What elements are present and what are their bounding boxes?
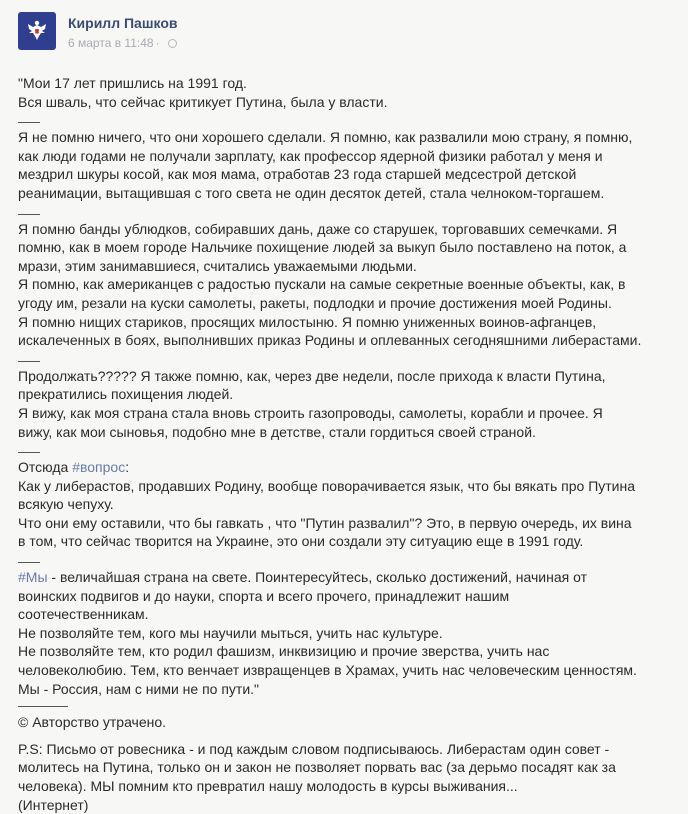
text-line: Как у либерастов, продавших Родину, вообще поворачивается язык, что бы вякать про Путина xyxy=(18,477,636,494)
text-line: Я помню, как американцев с радостью пускали на самые секретные военные объекты, как, в xyxy=(18,276,626,293)
text-line: вижу, как мои сыновья, подобно мне в детстве, стали гордиться своей страной. xyxy=(18,423,536,440)
paragraph-3 xyxy=(18,367,674,441)
author-name[interactable]: Кирилл Пашков xyxy=(68,15,178,31)
text-line: Что они ему оставили, что бы гавкать , что "Путин развалил"? Это, в первую очередь, их вина xyxy=(18,514,632,531)
text-line: прекратились похищения людей. xyxy=(18,386,234,403)
text-line: реанимации, вытащившая с того света не один десяток детей, стала челноком-торгашем. xyxy=(18,184,605,201)
divider xyxy=(18,361,40,362)
text-line: мрази, этим занимавшиеся, считались уважаемыми людьми. xyxy=(18,257,417,274)
text-line: Я вижу, как моя страна стала вновь строить газопроводы, самолеты, корабли и прочее. Я xyxy=(18,404,603,421)
text-line: © Авторство утрачено. xyxy=(18,714,167,731)
post-header xyxy=(18,12,674,60)
post-date-row xyxy=(68,35,177,51)
text-line: Не позволяйте тем, кто родил фашизм, инквизицию и прочие зверства, учить нас xyxy=(18,643,550,660)
paragraph-5 xyxy=(18,568,674,698)
divider xyxy=(18,562,40,563)
paragraph-1 xyxy=(18,128,674,202)
text-line: как люди годами не получали зарплату, как профессор ядерной физики работал у меня и xyxy=(18,147,603,164)
hashtag-link[interactable]: #вопрос xyxy=(72,459,126,476)
text-line: P.S: Письмо от ровесника - и под каждым словом подписываюсь. Либерастам один совет - xyxy=(18,740,610,757)
text-line: Я помню банды ублюдков, собиравших дань, даже со старушек, торговавших семечками. Я xyxy=(18,220,618,237)
text-line xyxy=(18,568,674,587)
text-line: мездрил шкуры косой, как моя мама, отработав 23 года старшей медсестрой детской xyxy=(18,166,577,183)
text-line: помню, как в моем городе Нальчике похищение людей за выкуп было поставлено на поток, а xyxy=(18,239,627,256)
text-line: Мы - Россия, нам с ними не по пути." xyxy=(18,680,260,697)
text-line: искалеченных в боях, выполнивших приказ Родины и оплеванных сегодняшними либерастами. xyxy=(18,332,642,349)
hashtag-link[interactable]: #Мы xyxy=(18,569,48,586)
text-fragment: : xyxy=(125,459,130,476)
text-line: Я не помню ничего, что они хорошего сделали. Я помню, как развалили мою страну, я помню, xyxy=(18,129,633,146)
text-line: Я помню нищих стариков, просящих милостыню. Я помню униженных воинов-афганцев, xyxy=(18,313,597,330)
text-line: соотечественникам. xyxy=(18,606,149,623)
text-fragment: - величайшая страна на свете. Поинтересуйтесь, сколько достижений, начиная от xyxy=(47,569,587,586)
paragraph-4 xyxy=(18,458,674,551)
copyright-line xyxy=(18,713,674,732)
text-line: воинских подвигов и до науки, спорта и всего прочего, принадлежит нашим xyxy=(18,587,510,604)
globe-icon xyxy=(168,39,177,48)
text-line xyxy=(18,458,674,477)
text-line: (Интернет) xyxy=(18,796,89,813)
spacer xyxy=(18,732,674,740)
text-line: угоду им, резали на куски самолеты, ракеты, подлодки и прочие достижения моей Родины. xyxy=(18,294,612,311)
ps-paragraph xyxy=(18,740,674,814)
divider xyxy=(18,452,40,453)
text-line: Продолжать????? Я также помню, как, через две недели, после прихода к власти Путина, xyxy=(18,367,606,384)
post-date[interactable]: 6 марта в 11:48 xyxy=(68,36,154,50)
text-fragment: Отсюда xyxy=(18,459,73,476)
divider xyxy=(18,214,40,215)
text-line: молитесь на Путина, только он и закон не позволяет порвать вас (за дерьмо посадят как за xyxy=(18,759,616,776)
divider xyxy=(18,122,40,123)
text-line: Не позволяйте тем, кого мы научили мыться, учить нас культуре. xyxy=(18,624,443,641)
post-meta xyxy=(68,12,177,51)
paragraph-2 xyxy=(18,220,674,350)
date-separator: · xyxy=(155,36,160,50)
text-line: человека). МЫ помним кто превратил нашу молодость в курсы выживания... xyxy=(18,778,518,794)
text-line: "Мои 17 лет пришлись на 1991 год. xyxy=(18,75,247,91)
post-body xyxy=(18,74,674,814)
text-line: всякую чепуху. xyxy=(18,496,114,513)
text-line: в том, что сейчас творится на Украине, это они создали эту ситуацию еще в 1991 году. xyxy=(18,533,584,550)
avatar[interactable] xyxy=(18,12,56,50)
divider xyxy=(18,706,68,707)
text-line: Вся шваль, что сейчас критикует Путина, была у власти. xyxy=(18,93,388,110)
text-line: человеколюбию. Тем, кто венчает извращенцев в Храмах, учить нас человеческим ценностям. xyxy=(18,662,637,679)
coat-of-arms-icon xyxy=(24,18,50,44)
intro-paragraph xyxy=(18,74,674,111)
